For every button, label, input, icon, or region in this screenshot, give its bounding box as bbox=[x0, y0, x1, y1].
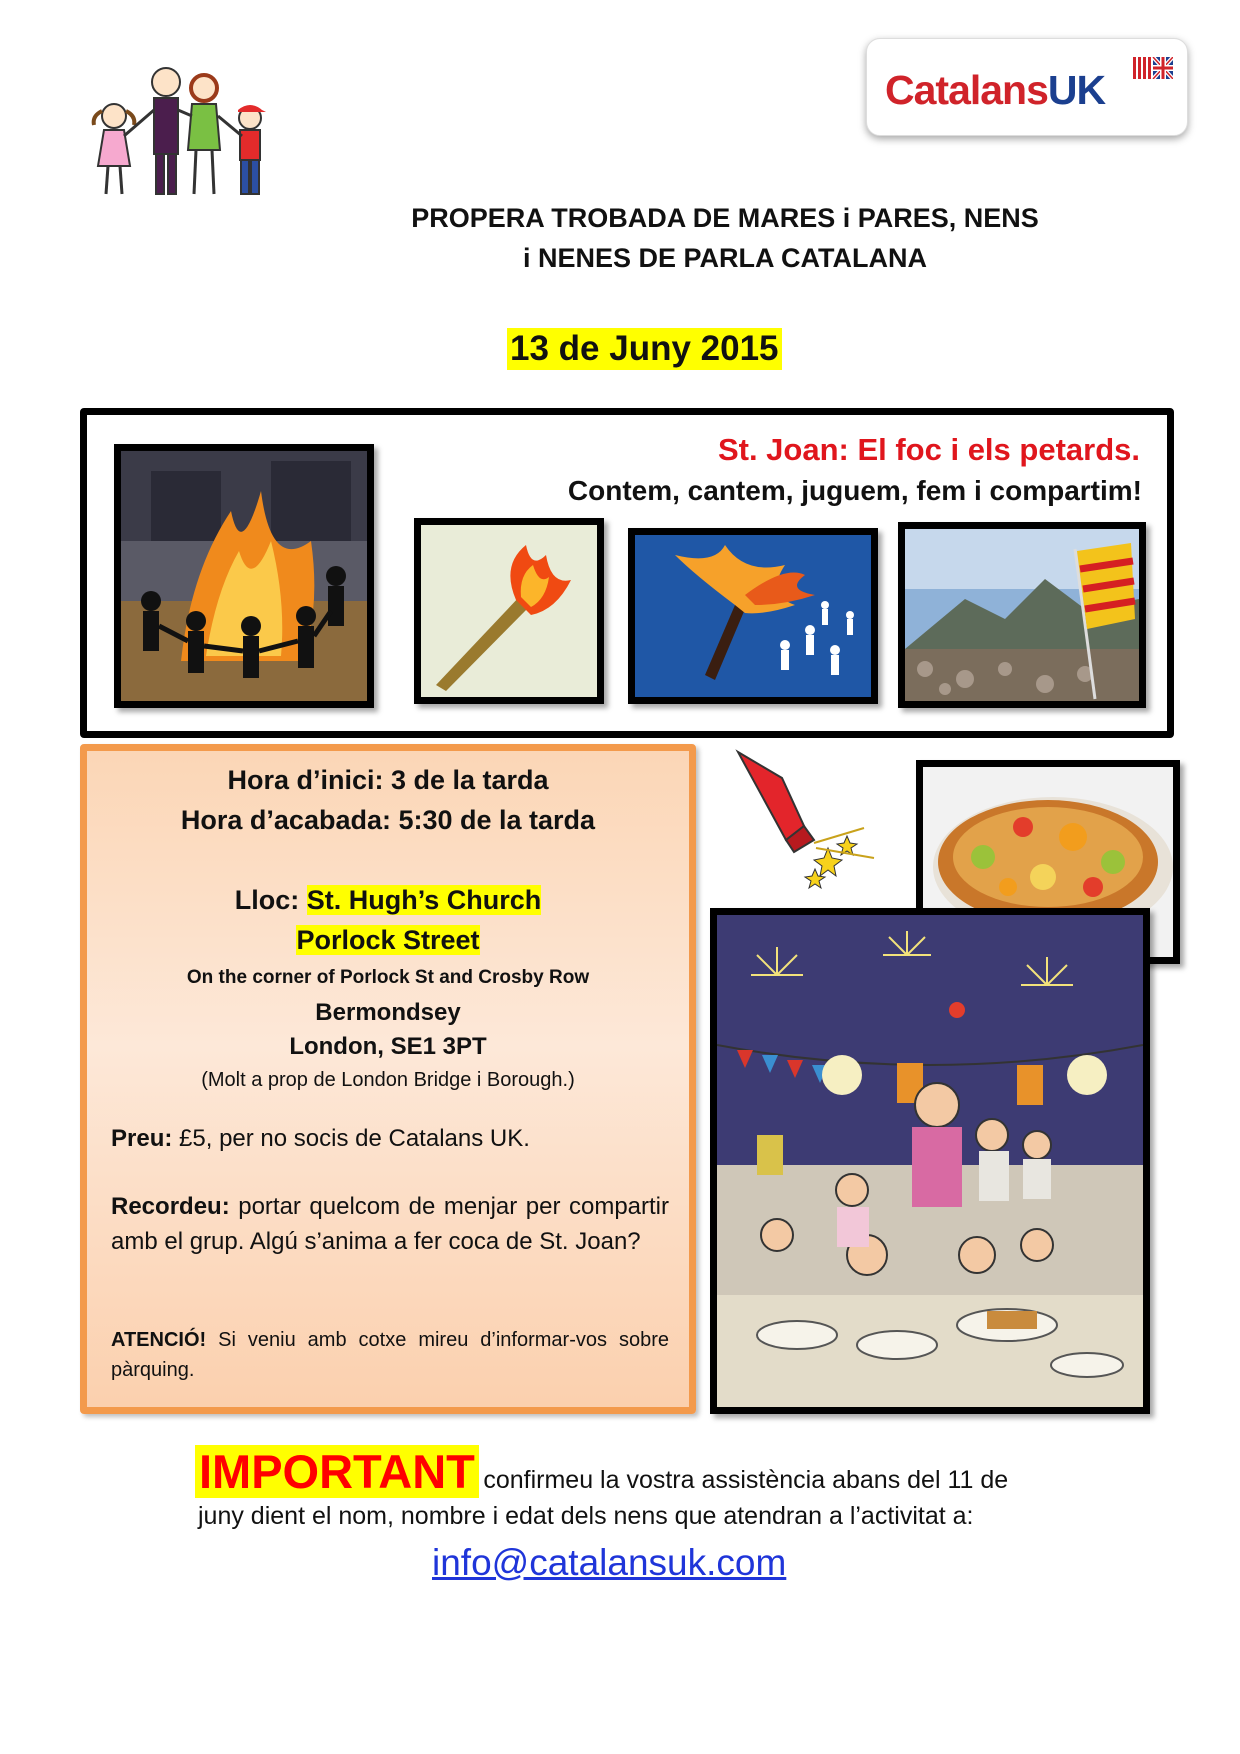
sant-joan-night-festival-image bbox=[710, 908, 1150, 1414]
catalansuk-logo bbox=[866, 38, 1188, 136]
important-label: IMPORTANT bbox=[195, 1445, 479, 1498]
title-line-1: PROPERA TROBADA DE MARES i PARES, NENS bbox=[411, 203, 1039, 233]
attention-label: ATENCIÓ! bbox=[111, 1329, 207, 1351]
remember-text: portar quelcom de menjar per compartir amb el grup. Algú s’anima a fer coca de St. Joan? bbox=[111, 1193, 670, 1255]
page-title bbox=[330, 198, 1120, 278]
start-time: Hora d’inici: 3 de la tarda bbox=[227, 765, 549, 795]
title-line-2: i NENES DE PARLA CATALANA bbox=[523, 243, 927, 273]
venue-corner: On the corner of Porlock St and Crosby Row bbox=[186, 967, 590, 988]
event-date: 13 de Juny 2015 bbox=[507, 328, 782, 370]
mountain-flag-image bbox=[898, 522, 1146, 708]
uk-flag-icon bbox=[1133, 57, 1173, 79]
event-subtitle: Contem, cantem, juguem, fem i compartim! bbox=[567, 475, 1142, 506]
remember-label: Recordeu: bbox=[111, 1193, 230, 1220]
price-paragraph bbox=[111, 1121, 669, 1156]
flame-runners-image bbox=[628, 528, 878, 704]
firework-rocket-illustration bbox=[734, 748, 884, 898]
venue-line bbox=[87, 885, 689, 916]
venue-city: London, SE1 3PT bbox=[289, 1033, 487, 1060]
attention-text: Si veniu amb cotxe mireu d’informar-vos sobre pàrquing. bbox=[111, 1329, 669, 1381]
confirm-text-line-1: confirmeu la vostra assistència abans del 11 de bbox=[483, 1466, 1009, 1494]
logo-text-uk: UK bbox=[1047, 67, 1106, 113]
venue-area: Bermondsey bbox=[315, 999, 461, 1026]
price-text: £5, per no socis de Catalans UK. bbox=[179, 1125, 530, 1152]
venue-nearby: (Molt a prop de London Bridge i Borough.) bbox=[201, 1069, 575, 1091]
venue-label: Lloc: bbox=[234, 885, 300, 915]
remember-paragraph bbox=[111, 1189, 669, 1259]
attention-paragraph bbox=[111, 1325, 669, 1385]
venue-street: Porlock Street bbox=[296, 925, 480, 955]
confirm-text-line-2: juny dient el nom, nombre i edat dels nens que atendran a l’activitat a: bbox=[198, 1502, 974, 1530]
venue-street-line bbox=[87, 925, 689, 956]
logo-text-catalans: Catalans bbox=[885, 67, 1048, 113]
important-notice bbox=[195, 1444, 1095, 1499]
bonfire-dance-image bbox=[114, 444, 374, 708]
event-title: St. Joan: El foc i els petards. bbox=[717, 432, 1140, 467]
price-label: Preu: bbox=[111, 1125, 173, 1152]
end-time: Hora d’acabada: 5:30 de la tarda bbox=[180, 805, 596, 835]
event-details-box bbox=[80, 744, 696, 1414]
family-illustration bbox=[84, 66, 294, 216]
contact-email-link[interactable]: info@catalansuk.com bbox=[432, 1542, 787, 1583]
venue-name: St. Hugh’s Church bbox=[306, 885, 542, 915]
paper-torch-image bbox=[414, 518, 604, 704]
